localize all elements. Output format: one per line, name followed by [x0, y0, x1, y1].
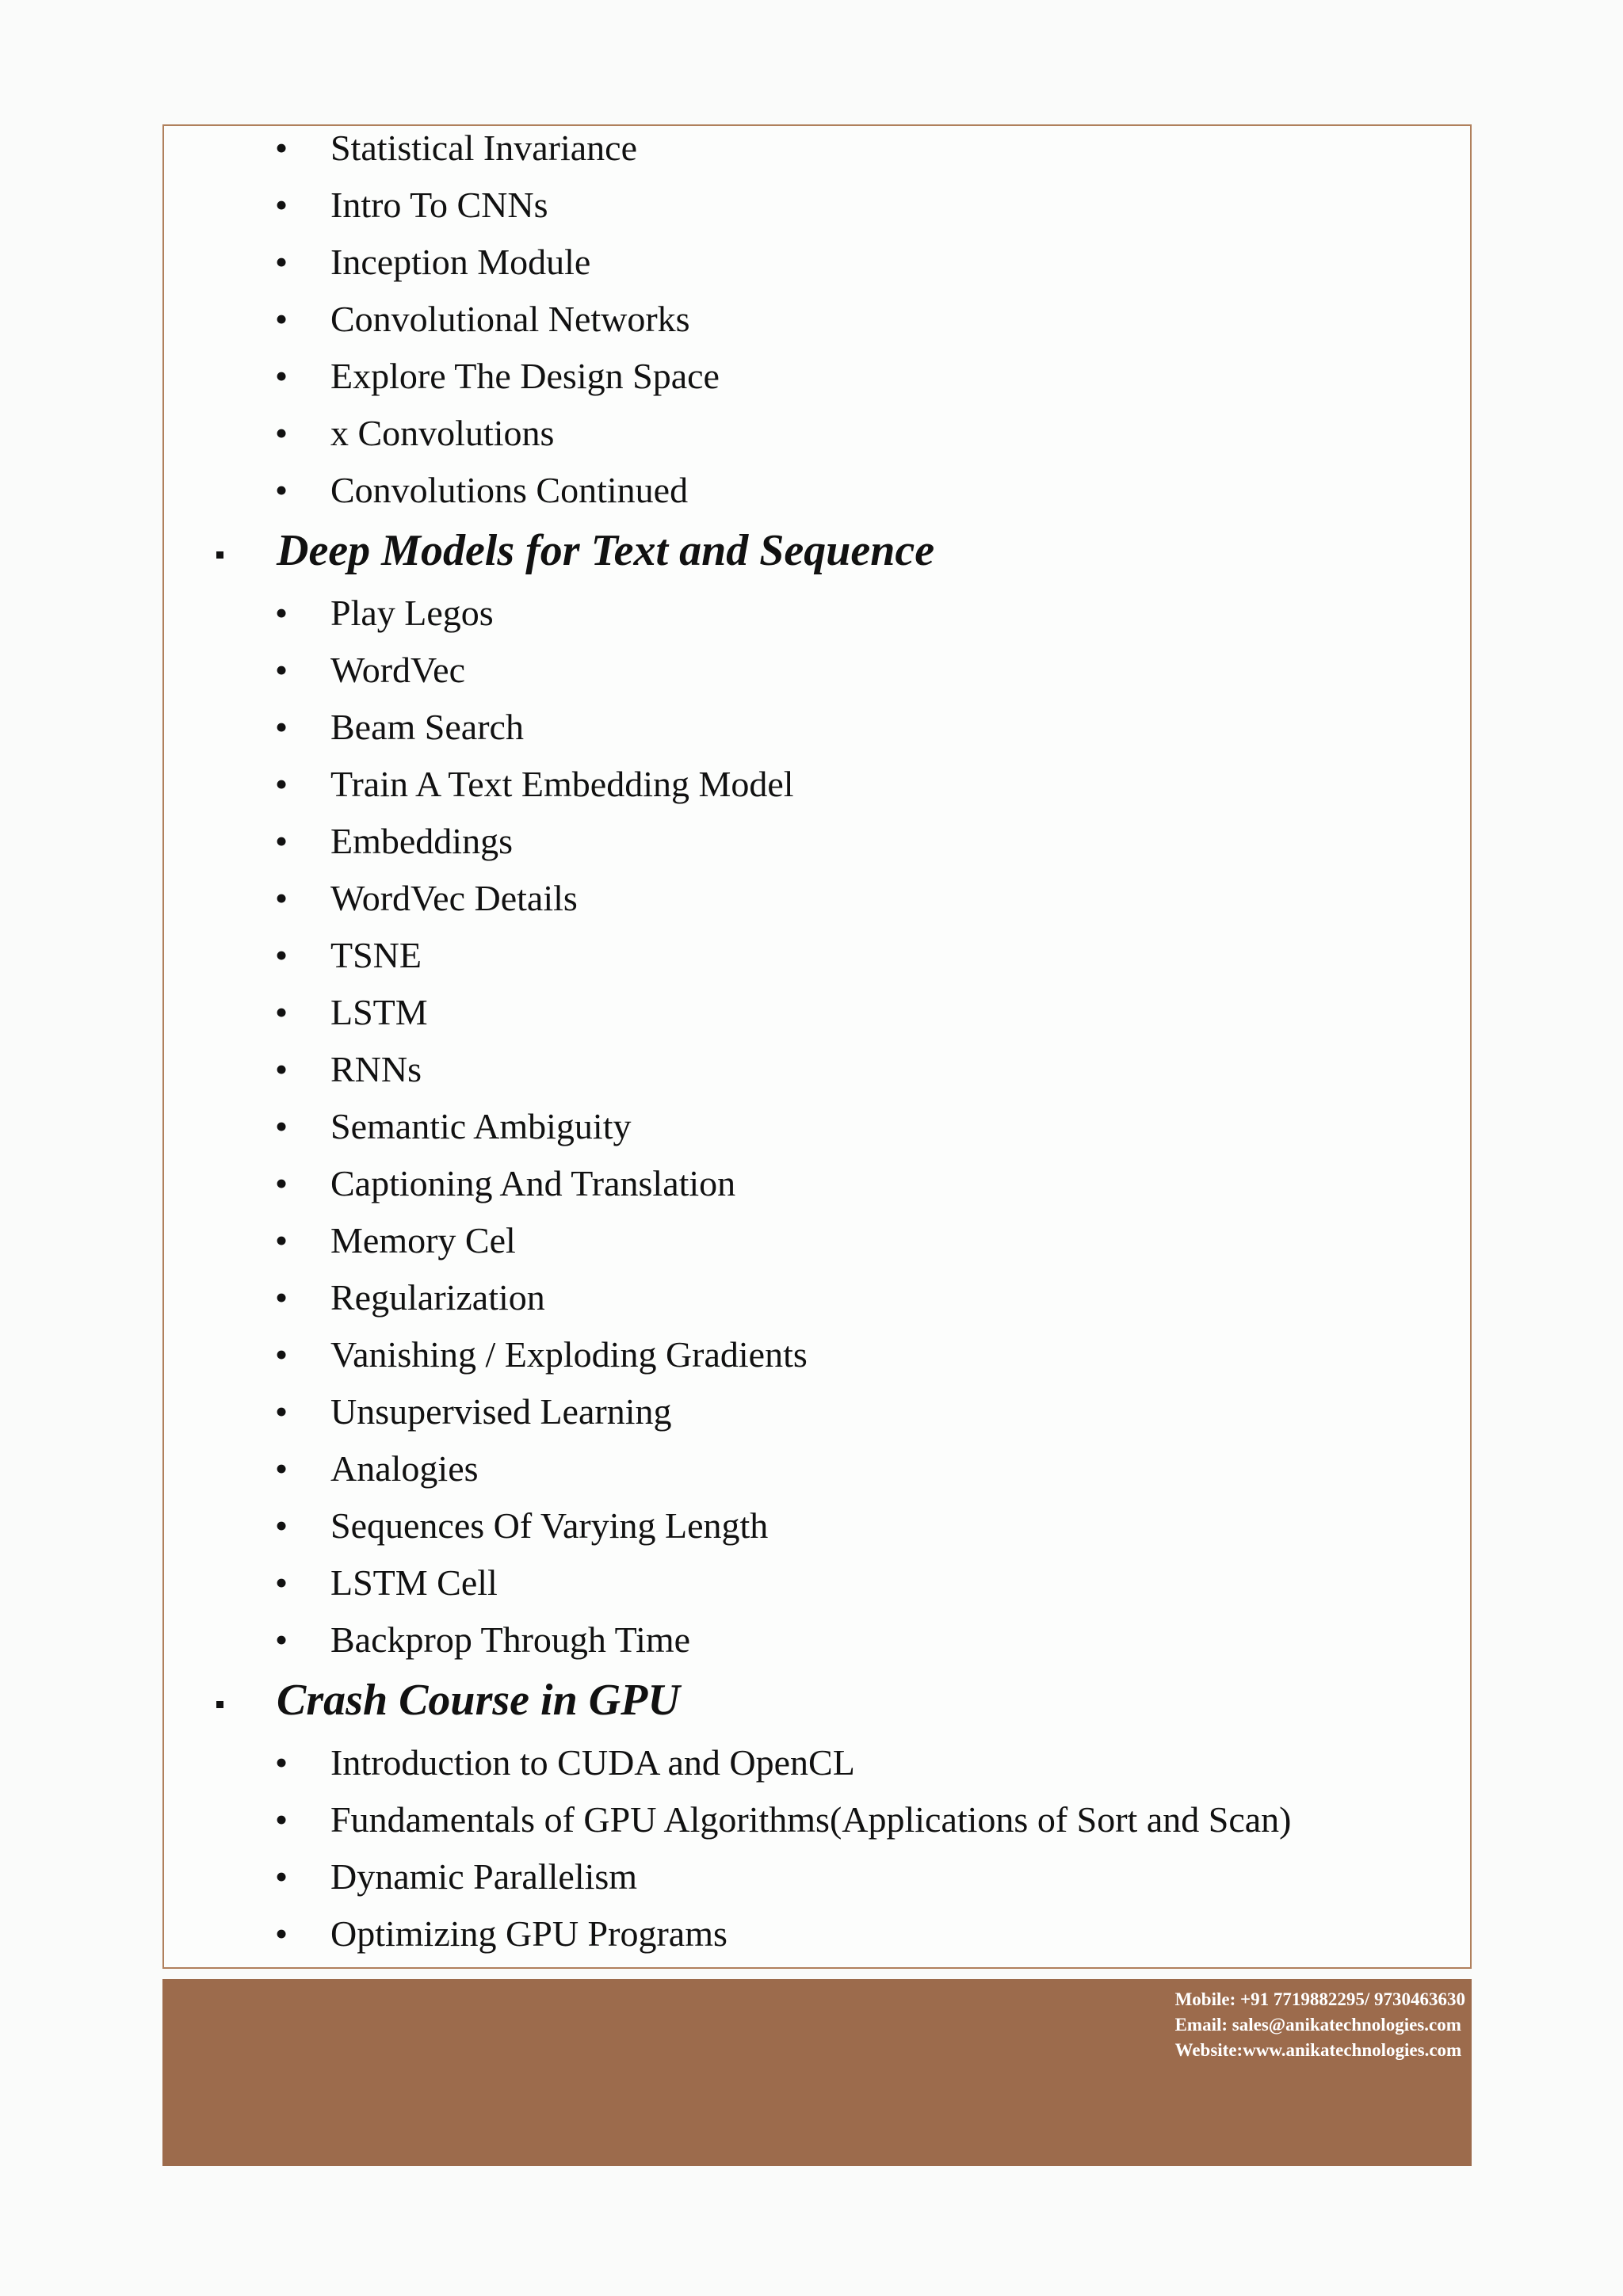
list-item	[164, 1618, 1464, 1662]
list-item-label: Fundamentals of GPU Algorithms(Applications of Sort and Scan)	[330, 1799, 1292, 1840]
bullet-icon: •	[275, 185, 288, 225]
footer-band	[162, 1979, 1472, 2166]
section-heading	[164, 524, 1464, 577]
list-item	[164, 1855, 1464, 1899]
bullet-icon: •	[275, 1106, 288, 1146]
list-item-label: Analogies	[330, 1448, 479, 1489]
list-item-label: Embeddings	[330, 821, 513, 861]
content-frame	[162, 124, 1472, 1969]
list-item-label: Explore The Design Space	[330, 356, 720, 396]
list-item	[164, 1161, 1464, 1206]
section-title: Deep Models for Text and Sequence	[277, 526, 935, 575]
section-marker-icon	[216, 1701, 223, 1708]
list-item-label: Backprop Through Time	[330, 1619, 691, 1660]
list-item-label: x Convolutions	[330, 413, 555, 453]
list-item-label: WordVec	[330, 650, 466, 690]
bullet-icon: •	[275, 1505, 288, 1546]
list-item	[164, 1912, 1464, 1956]
list-item	[164, 705, 1464, 749]
bullet-icon: •	[275, 593, 288, 633]
bullet-icon: •	[275, 1799, 288, 1840]
bullet-icon: •	[275, 1163, 288, 1203]
list-item	[164, 762, 1464, 807]
bullet-icon: •	[275, 128, 288, 168]
list-item	[164, 1447, 1464, 1491]
bullet-icon: •	[275, 1562, 288, 1603]
contact-block	[1175, 1987, 1465, 2063]
list-item-label: Optimizing GPU Programs	[330, 1913, 727, 1954]
list-item	[164, 819, 1464, 864]
list-item	[164, 648, 1464, 692]
list-item	[164, 183, 1464, 227]
list-item-label: Vanishing / Exploding Gradients	[330, 1334, 808, 1375]
list-item-label: Train A Text Embedding Model	[330, 764, 794, 804]
list-item	[164, 297, 1464, 341]
list-item	[164, 1333, 1464, 1377]
bullet-icon: •	[275, 1049, 288, 1089]
section-marker-icon	[216, 551, 223, 559]
list-item	[164, 411, 1464, 456]
list-item-label: Beam Search	[330, 707, 524, 747]
bullet-icon: •	[275, 1334, 288, 1375]
list-item-label: Play Legos	[330, 593, 494, 633]
list-item-label: Introduction to CUDA and OpenCL	[330, 1742, 855, 1783]
list-item	[164, 933, 1464, 978]
bullet-icon: •	[275, 1913, 288, 1954]
list-item-label: Sequences Of Varying Length	[330, 1505, 769, 1546]
list-item-label: LSTM	[330, 992, 428, 1032]
list-item	[164, 1504, 1464, 1548]
bullet-icon: •	[275, 299, 288, 339]
list-item	[164, 591, 1464, 635]
list-item-label: Inception Module	[330, 242, 591, 282]
list-item-label: Convolutions Continued	[330, 470, 689, 510]
bullet-icon: •	[275, 1742, 288, 1783]
bullet-icon: •	[275, 1856, 288, 1897]
list-item-label: Statistical Invariance	[330, 128, 638, 168]
list-item-label: Regularization	[330, 1277, 545, 1318]
bullet-icon: •	[275, 413, 288, 453]
bullet-icon: •	[275, 821, 288, 861]
list-item-label: Captioning And Translation	[330, 1163, 736, 1203]
bullet-icon: •	[275, 935, 288, 975]
bullet-icon: •	[275, 1220, 288, 1261]
list-item-label: RNNs	[330, 1049, 422, 1089]
list-item	[164, 1741, 1464, 1785]
list-item	[164, 1276, 1464, 1320]
list-item	[164, 1219, 1464, 1263]
list-item	[164, 990, 1464, 1035]
footer-mobile: Mobile: +91 7719882295/ 9730463630	[1174, 1989, 1465, 2009]
bullet-icon: •	[275, 470, 288, 510]
list-item	[164, 876, 1464, 921]
list-item	[164, 1798, 1464, 1842]
list-item	[164, 354, 1464, 399]
bullet-icon: •	[275, 242, 288, 282]
bullet-icon: •	[275, 707, 288, 747]
list-item	[164, 240, 1464, 284]
list-item	[164, 468, 1464, 513]
bullet-icon: •	[275, 764, 288, 804]
bullet-icon: •	[275, 1277, 288, 1318]
bullet-icon: •	[275, 1391, 288, 1432]
bullet-icon: •	[275, 878, 288, 918]
footer-email: Email: sales@anikatechnologies.com	[1174, 2015, 1461, 2035]
list-item	[164, 1047, 1464, 1092]
list-item-label: Intro To CNNs	[330, 185, 548, 225]
bullet-icon: •	[275, 356, 288, 396]
list-item-label: Dynamic Parallelism	[330, 1856, 638, 1897]
section-heading	[164, 1674, 1464, 1726]
section-title: Crash Course in GPU	[277, 1676, 680, 1725]
list-item-label: WordVec Details	[330, 878, 578, 918]
list-item	[164, 1561, 1464, 1605]
list-item-label: TSNE	[330, 935, 422, 975]
list-item	[164, 1390, 1464, 1434]
footer-website: Website:www.anikatechnologies.com	[1174, 2040, 1462, 2060]
list-item	[164, 1104, 1464, 1149]
list-item-label: Convolutional Networks	[330, 299, 690, 339]
bullet-icon: •	[275, 1448, 288, 1489]
list-item-label: Unsupervised Learning	[330, 1391, 672, 1432]
bullet-icon: •	[275, 1619, 288, 1660]
bullet-icon: •	[275, 992, 288, 1032]
list-item-label: LSTM Cell	[330, 1562, 498, 1603]
list-item-label: Memory Cel	[330, 1220, 516, 1261]
bullet-icon: •	[275, 650, 288, 690]
list-item-label: Semantic Ambiguity	[330, 1106, 632, 1146]
list-item	[164, 126, 1464, 170]
